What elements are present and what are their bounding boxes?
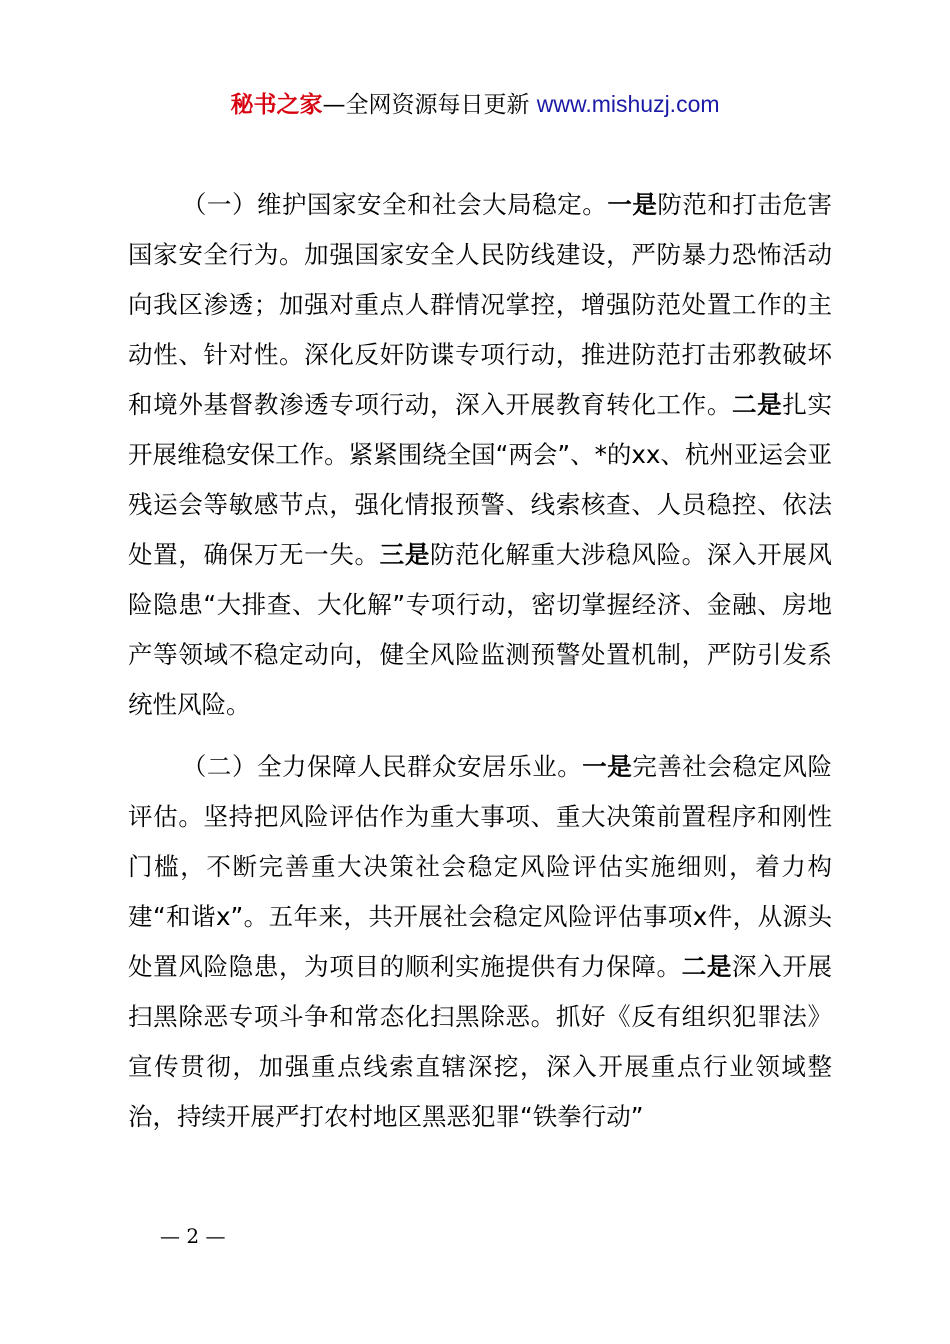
point-label-one: 一是 bbox=[607, 190, 658, 219]
header-tagline: —全网资源每日更新 bbox=[322, 92, 537, 118]
paragraph-2 bbox=[128, 742, 832, 1142]
site-header bbox=[0, 88, 950, 121]
paragraph-text: 扎实开展维稳安保工作。紧紧围绕全国“两会”、*的xx、杭州亚运会亚残运会等敏感节点，强化情报预警、线索核查、人员稳控、依法处置，确保万无一失。 bbox=[128, 390, 833, 569]
brand-name: 秘书之家 bbox=[230, 92, 323, 118]
page-number: — 2 — bbox=[160, 1224, 226, 1248]
document-body bbox=[128, 180, 832, 1154]
point-label-three: 三是 bbox=[379, 540, 431, 569]
paragraph-text: 深入开展扫黑除恶专项斗争和常态化扫黑除恶。抓好《反有组织犯罪法》宣传贯彻，加强重点线索直辖深挖，深入开展重点行业领域整治，持续开展严打农村地区黑恶犯罪“铁拳行动” bbox=[128, 952, 833, 1131]
paragraph-text: 防范化解重大涉稳风险。深入开展风险隐患“大排查、大化解”专项行动，密切掌握经济、金融、房地产等领域不稳定动向，健全风险监测预警处置机制，严防引发系统性风险。 bbox=[128, 540, 833, 719]
point-label-one: 一是 bbox=[582, 752, 633, 781]
section-heading: （一）维护国家安全和社会大局稳定。 bbox=[181, 190, 608, 219]
point-label-two: 二是 bbox=[732, 390, 783, 419]
site-url-link[interactable]: www.mishuzj.com bbox=[536, 91, 720, 117]
paragraph-text: 防范和打击危害国家安全行为。加强国家安全人民防线建设，严防暴力恐怖活动向我区渗透；加强对重点人群情况掌控，增强防范处置工作的主动性、针对性。深化反奸防谍专项行动，推进防范打击邪教破坏和境外基督教渗透专项行动，深入开展教育转化工作。 bbox=[128, 190, 833, 419]
paragraph-text: 完善社会稳定风险评估。坚持把风险评估作为重大事项、重大决策前置程序和刚性门槛，不断完善重大决策社会稳定风险评估实施细则，着力构建“和谐x”。五年来，共开展社会稳定风险评估事项x件，从源头处置风险隐患，为项目的顺利实施提供有力保障。 bbox=[128, 752, 833, 981]
section-heading: （二）全力保障人民群众安居乐业。 bbox=[181, 752, 583, 781]
paragraph-1 bbox=[128, 180, 832, 730]
point-label-two: 二是 bbox=[681, 952, 733, 981]
